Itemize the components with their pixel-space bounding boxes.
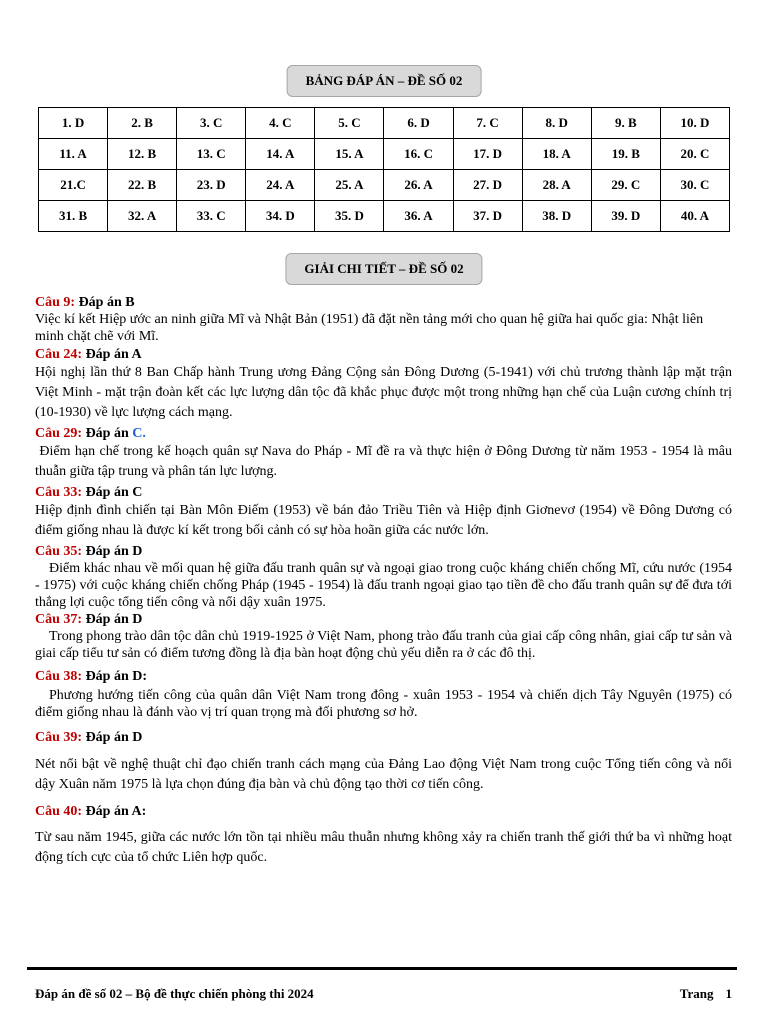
answer-cell: 40. A [660, 201, 729, 232]
answer-cell: 20. C [660, 139, 729, 170]
answer-row [39, 201, 730, 232]
answer-cell: 22. B [108, 170, 177, 201]
answer-cell: 10. D [660, 108, 729, 139]
question-label: Câu 39: [35, 730, 83, 745]
answer-cell: 13. C [177, 139, 246, 170]
answer-cell: 28. A [522, 170, 591, 201]
answer-cell: 32. A [108, 201, 177, 232]
answer-cell: 33. C [177, 201, 246, 232]
explanation-text: Điểm hạn chế trong kế hoạch quân sự Nava do Pháp - Mĩ đề ra và thực hiện ở Đông Dương từ năm 1953 - 1954 là mâu thuẫn giữa tập trung và phân tán lực lượng. [35, 444, 736, 479]
answer-cell: 16. C [384, 139, 453, 170]
answer-row [39, 108, 730, 139]
question-label: Câu 35: [35, 544, 83, 559]
solution-q35 [35, 543, 732, 611]
answer-row [39, 170, 730, 201]
question-label: Câu 33: [35, 485, 83, 500]
answer-cell: 3. C [177, 108, 246, 139]
solution-q29 [35, 425, 736, 482]
solution-q38 [35, 668, 732, 721]
answer-cell: 39. D [591, 201, 660, 232]
explanation-text: Nét nổi bật về nghệ thuật chỉ đạo chiến tranh cách mạng của Đảng Lao động Việt Nam trong cuộc Tổng tiến công và nổi dậy Xuân năm 1975 là lựa chọn đúng địa bàn và chủ động tạo thời cơ tiến công. [35, 757, 732, 792]
answer-cell: 15. A [315, 139, 384, 170]
details-title: GIẢI CHI TIẾT – ĐỀ SỐ 02 [285, 253, 482, 285]
answer-label: Đáp án D [85, 730, 143, 745]
answer-cell: 21.C [39, 170, 108, 201]
footer-divider [27, 967, 737, 970]
answer-cell: 31. B [39, 201, 108, 232]
solution-q9 [35, 294, 732, 345]
detailed-solutions [35, 294, 736, 868]
answer-cell: 25. A [315, 170, 384, 201]
answer-cell: 7. C [453, 108, 522, 139]
answer-label: Đáp án D [85, 544, 143, 559]
answer-cell: 4. C [246, 108, 315, 139]
answer-cell: 36. A [384, 201, 453, 232]
explanation-text: Hội nghị lần thứ 8 Ban Chấp hành Trung ương Đảng Cộng sản Đông Dương (5-1941) với chủ trương thành lập mặt trận Việt Minh - mặt trận đoàn kết các lực lượng dân tộc đã khắc phục được một trong những hạn chế của Luận cương chính trị (10-1930) về lực lượng cách mạng. [35, 365, 732, 420]
answer-cell: 30. C [660, 170, 729, 201]
answer-cell: 6. D [384, 108, 453, 139]
answer-cell: 11. A [39, 139, 108, 170]
answer-cell: 23. D [177, 170, 246, 201]
answer-label: Đáp án C [85, 485, 143, 500]
solution-q37 [35, 611, 732, 662]
answer-cell: 14. A [246, 139, 315, 170]
solution-q24 [35, 346, 732, 423]
explanation-text: Hiệp định đình chiến tại Bàn Môn Điếm (1953) về bán đảo Triều Tiên và Hiệp định Giơnevơ (1954) về Đông Dương có điểm giống nhau là được kí kết trong bối cảnh có sự hòa hoãn giữa các nước lớn. [35, 503, 732, 538]
explanation-text: Điểm khác nhau về mối quan hệ giữa đấu tranh quân sự và ngoại giao trong cuộc kháng chiến chống Mĩ, cứu nước (1954 - 1975) với cuộc kháng chiến chống Pháp (1945 - 1954) là đấu tranh ngoại giao tạo tiền đề cho đấu tranh quân sự để đưa tới thắng lợi cuộc tổng tiến công và nổi dậy xuân 1975. [35, 561, 732, 610]
answer-label: Đáp án A [85, 347, 142, 362]
answer-cell: 27. D [453, 170, 522, 201]
solution-q39 [35, 729, 732, 795]
answer-label: Đáp án D: [85, 669, 148, 684]
footer-title: Đáp án đề số 02 – Bộ đề thực chiến phòng thi 2024 [35, 986, 314, 1001]
answer-cell: 9. B [591, 108, 660, 139]
answer-row [39, 139, 730, 170]
answer-cell: 1. D [39, 108, 108, 139]
page-number: 1 [725, 986, 732, 1001]
explanation-text: Từ sau năm 1945, giữa các nước lớn tồn tại nhiều mâu thuẫn nhưng không xảy ra chiến tranh thế giới thứ ba vì những hoạt động tích cực của tổ chức Liên hợp quốc. [35, 830, 732, 865]
answer-cell: 26. A [384, 170, 453, 201]
answer-label: Đáp án B [78, 295, 135, 310]
answer-cell: 38. D [522, 201, 591, 232]
question-label: Câu 37: [35, 612, 83, 627]
answer-label: Đáp án [85, 426, 129, 441]
question-label: Câu 24: [35, 347, 83, 362]
solution-q33 [35, 484, 732, 541]
explanation-text: Trong phong trào dân tộc dân chủ 1919-1925 ở Việt Nam, phong trào đấu tranh của giai cấp công nhân, giai cấp tư sản và giai cấp tiểu tư sản có điểm tương đồng là địa bàn hoạt động chủ yếu diễn ra ở các đô thị. [35, 629, 732, 661]
answer-label: Đáp án A: [85, 804, 147, 819]
question-label: Câu 38: [35, 669, 83, 684]
page-indicator [680, 986, 732, 1002]
explanation-text: Phương hướng tiến công của quân dân Việt Nam trong đông - xuân 1953 - 1954 và chiến dịch Tây Nguyên (1975) có điểm giống nhau là đánh vào vị trí quan trọng mà đối phương sơ hở. [35, 688, 732, 720]
answer-cell: 35. D [315, 201, 384, 232]
solution-q40 [35, 803, 732, 868]
answer-cell: 18. A [522, 139, 591, 170]
question-label: Câu 40: [35, 804, 83, 819]
explanation-text: Việc kí kết Hiệp ước an ninh giữa Mĩ và Nhật Bản (1951) đã đặt nền tảng mới cho quan hệ giữa hai quốc gia: Nhật liên minh chặt chẽ với Mĩ. [35, 312, 704, 344]
answer-label: Đáp án D [85, 612, 143, 627]
answer-cell: 34. D [246, 201, 315, 232]
answer-cell: 5. C [315, 108, 384, 139]
question-label: Câu 29: [35, 426, 83, 441]
answer-cell: 19. B [591, 139, 660, 170]
answer-cell: 37. D [453, 201, 522, 232]
answer-cell: 24. A [246, 170, 315, 201]
answer-cell: 8. D [522, 108, 591, 139]
answer-key-table [38, 107, 730, 232]
answer-letter: C. [132, 426, 146, 441]
question-label: Câu 9: [35, 295, 76, 310]
answer-key-title: BẢNG ĐÁP ÁN – ĐỀ SỐ 02 [287, 65, 482, 97]
answer-cell: 17. D [453, 139, 522, 170]
answer-cell: 29. C [591, 170, 660, 201]
page-label: Trang [679, 986, 714, 1001]
answer-cell: 12. B [108, 139, 177, 170]
answer-cell: 2. B [108, 108, 177, 139]
